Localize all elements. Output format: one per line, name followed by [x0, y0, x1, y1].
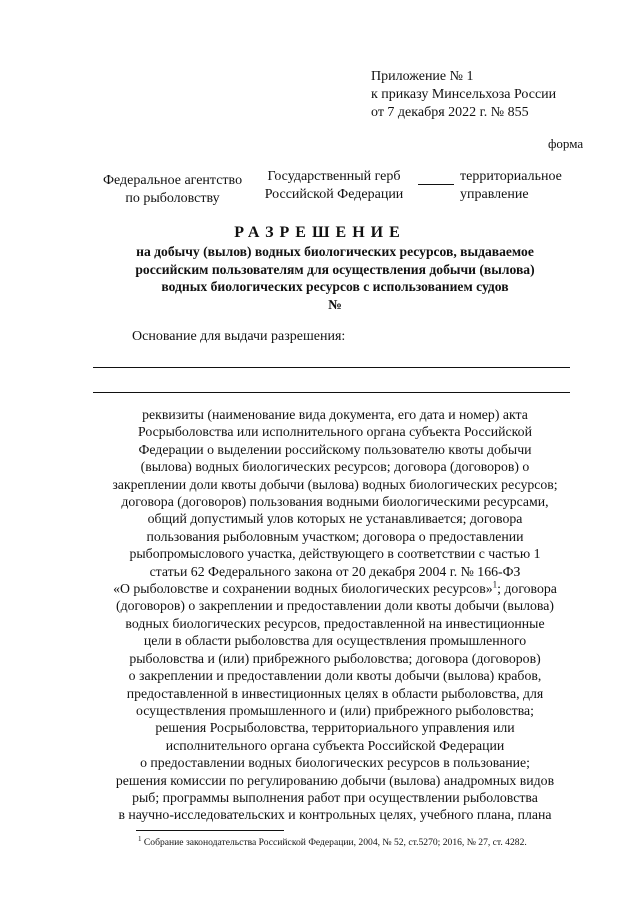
body-line: осуществления промышленного и (или) прибрежного рыболовства;	[136, 702, 534, 718]
body-line: закреплении доли квоты добычи (вылова) водных биологических ресурсов;	[112, 476, 558, 492]
body-line: о предоставлении водных биологических ресурсов в пользование;	[140, 755, 530, 771]
body-line: рыб; программы выполнения работ при осуществлении рыболовства	[132, 789, 538, 805]
appendix-line-2: к приказу Минсельхоза России	[371, 87, 557, 102]
body-line: общий допустимый улов которых не устанавливается; договора	[147, 511, 523, 527]
body-line: предоставленной в инвестиционных целях в области рыболовства, для	[126, 685, 544, 701]
body-line-text: «О рыболовстве и сохранении водных биологических ресурсов»	[113, 581, 493, 597]
header-coat-line-1: Государственный герб	[267, 169, 401, 184]
body-line: реквизиты (наименование вида документа, его дата и номер) акта	[142, 407, 528, 422]
basis-label: Основание для выдачи разрешения:	[132, 329, 346, 344]
body-line: договора (договоров) пользования водными биологическими ресурсами,	[121, 494, 549, 510]
subtitle-line-2: российским пользователям для осуществления добычи (вылова)	[135, 261, 535, 277]
basis-fill-line-1	[93, 367, 570, 368]
subtitle-number-sign: №	[328, 296, 342, 312]
body-line-with-footnote	[92, 580, 578, 597]
body-line: исполнительного органа субъекта Российской Федерации	[165, 737, 505, 753]
header-territorial-line-1: территориальное	[460, 169, 562, 184]
body-line: цели в области рыболовства для осуществления промышленного	[143, 633, 527, 649]
footnote-reference[interactable]: 1	[492, 579, 498, 590]
subtitle-line-1: на добычу (вылов) водных биологических ресурсов, выдаваемое	[136, 244, 534, 259]
header-territorial	[460, 168, 562, 204]
header-coat-of-arms	[256, 168, 412, 204]
body-line: в научно-исследовательских и контрольных целях, учебного плана, плана	[118, 807, 552, 823]
body-line: статьи 62 Федерального закона от 20 декабря 2004 г. № 166-ФЗ	[149, 563, 521, 579]
body-line: о закреплении и предоставлении доли квоты добычи (вылова) крабов,	[128, 668, 542, 684]
header-agency-line-1: Федеральное агентство	[102, 173, 243, 188]
body-line: решения комиссии по регулированию добычи (вылова) анадромных видов	[115, 772, 555, 788]
body-line: решения Росрыболовства, территориального управления или	[155, 720, 515, 736]
body-line-tail: ; договора	[497, 581, 557, 597]
header-agency-line-2: по рыболовству	[125, 191, 220, 206]
body-line: (договоров) о закреплении и предоставлении доли квоты добычи (вылова)	[116, 598, 554, 614]
body-line: Росрыболовства или исполнительного органа субъекта Российской	[138, 424, 532, 440]
basis-description	[92, 406, 578, 824]
header-coat-line-2: Российской Федерации	[264, 187, 404, 202]
basis-fill-line-2	[93, 392, 570, 393]
subtitle-line-3: водных биологических ресурсов с использованием судов	[161, 279, 509, 294]
header-agency	[95, 172, 250, 208]
body-line: Федерации о выделении российскому пользователю квоты добычи	[138, 441, 532, 457]
body-line: (вылова) водных биологических ресурсов; договора (договоров) о	[140, 459, 530, 475]
appendix-block	[371, 68, 556, 122]
appendix-line-1: Приложение № 1	[371, 69, 474, 84]
body-line: рыбопромыслового участка, действующего в соответствии с частью 1	[129, 546, 541, 562]
document-title: РАЗРЕШЕНИЕ	[234, 224, 406, 241]
footnote-separator	[136, 830, 284, 831]
header-blank-line	[418, 184, 454, 185]
form-label: форма	[548, 136, 584, 151]
document-subtitle	[90, 243, 580, 313]
footnote-marker: 1	[138, 835, 142, 843]
appendix-line-3: от 7 декабря 2022 г. № 855	[371, 105, 529, 120]
footnote-text: Собрание законодательства Российской Федерации, 2004, № 52, ст.5270; 2016, № 27, ст. 4282.	[141, 837, 527, 849]
body-line: рыболовства и (или) прибрежного рыболовства; договора (договоров)	[129, 650, 541, 666]
body-line: водных биологических ресурсов, предоставленной на инвестиционные	[125, 615, 545, 631]
header-territorial-line-2: управление	[460, 187, 529, 202]
body-line: пользования рыболовным участком; договора о предоставлении	[146, 528, 524, 544]
footnote	[138, 835, 527, 848]
